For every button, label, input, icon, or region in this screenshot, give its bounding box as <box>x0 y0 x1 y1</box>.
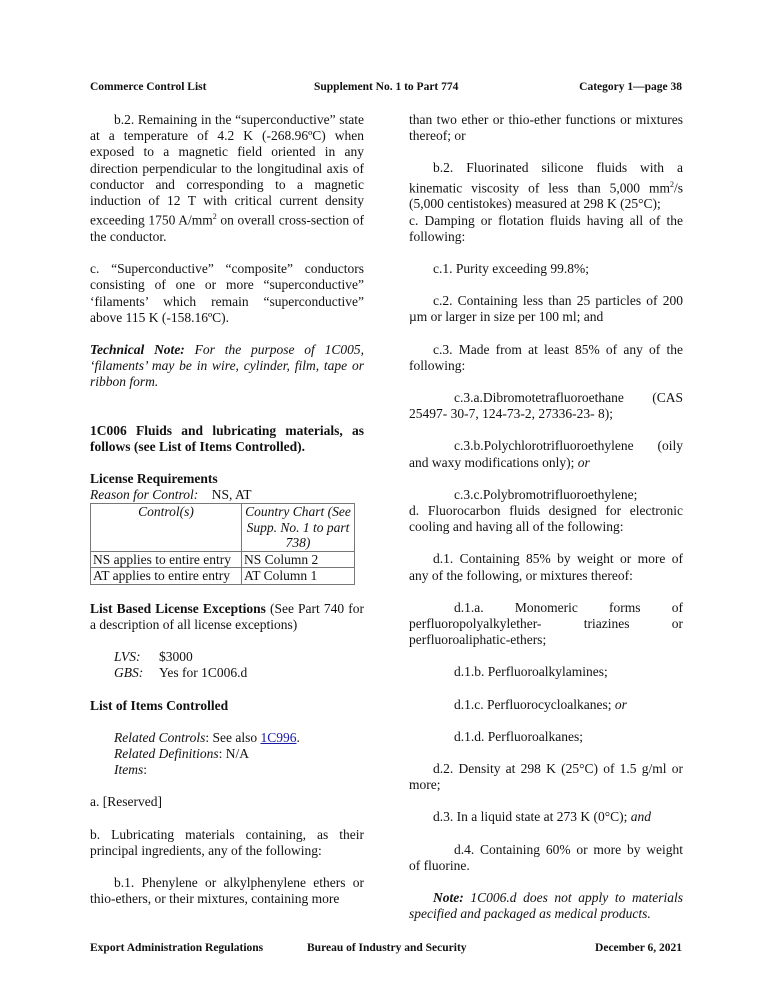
technical-note: Technical Note: For the purpose of 1C005, ‘filaments’ may be in wire, cylinder, film, tape or ribbon form. <box>90 341 364 390</box>
related-definitions: Related Definitions: N/A <box>114 746 249 762</box>
table-header-cell: Control(s) <box>91 504 242 552</box>
item-c: c. Damping or flotation fluids having all of the following: <box>409 212 683 244</box>
page-header <box>90 81 682 93</box>
left-column <box>90 112 364 908</box>
table-cell: NS Column 2 <box>242 551 355 568</box>
page-footer <box>90 942 682 954</box>
paragraph-b2-superconductive: b.2. Remaining in the “superconductive” state at a temperature of 4.2 K (-268.96ºC) when exposed to a magnetic field oriented in any direction perpendicular to the longitudinal axis of conductor and corresponding to a magnetic induction of 12 T with critical current density exceeding 1750 $A/mm^2$ on overall cross-section of the conductor. <box>90 112 364 244</box>
table-header-row <box>91 504 355 552</box>
related-control-link-1c996[interactable]: 1C996 <box>260 729 297 745</box>
item-d1: d.1. Containing 85% by weight or more of any of the following, or mixtures thereof: <box>409 551 683 583</box>
table-cell: AT Column 1 <box>242 568 355 585</box>
item-c3c: c.3.c.Polybromotrifluoroethylene; <box>454 486 638 502</box>
item-d1a: d.1.a. Monomeric forms of perfluoropolyalkylether- triazines or perfluoroaliphatic-ethers; <box>409 599 683 648</box>
item-b2: b.2. Fluorinated silicone fluids with a kinematic viscosity of less than 5,000 $mm^2/s$ (5,000 centistokes) measured at 298 K (25°C); <box>409 160 683 212</box>
footer-right: December 6, 2021 <box>595 942 682 954</box>
list-based-license-exceptions: List Based License Exceptions (See Part 740 for a description of all license exceptions) <box>90 600 364 633</box>
item-d2: d.2. Density at 298 K (25°C) of 1.5 g/ml or more; <box>409 760 683 793</box>
table-row <box>91 551 355 568</box>
table-row <box>91 568 355 585</box>
paragraph-c-composite: c. “Superconductive” “composite” conductors consisting of one or more “superconductive” ‘filaments’ which remain “superconductive” above 115 K (-158.16ºC). <box>90 261 364 325</box>
table-cell: NS applies to entire entry <box>91 551 242 568</box>
header-left: Commerce Control List <box>90 81 207 93</box>
related-info <box>90 730 364 779</box>
item-c3a: c.3.a.Dibromotetrafluoroethane (CAS 25497- 30-7, 124-73-2, 27336-23- 8); <box>409 389 683 422</box>
item-d: d. Fluorocarbon fluids designed for electronic cooling and having all of the following: <box>409 502 683 535</box>
items-label: Items: <box>114 762 148 778</box>
item-d1b: d.1.b. Perfluoroalkylamines; <box>454 664 608 680</box>
license-table <box>90 503 355 585</box>
right-column <box>409 112 683 922</box>
footer-left: Export Administration Regulations <box>90 942 264 954</box>
header-center: Supplement No. 1 to Part 774 <box>314 81 459 93</box>
item-b1-continued: than two ether or thio-ether functions or mixtures thereof; or <box>409 112 683 144</box>
item-d4: d.4. Containing 60% or more by weight of fluorine. <box>409 841 683 873</box>
license-requirements-heading: License Requirements <box>90 470 218 486</box>
item-b: b. Lubricating materials containing, as their principal ingredients, any of the following: <box>90 826 364 858</box>
table-cell: AT applies to entire entry <box>91 568 242 585</box>
entry-heading-1c006: 1C006 Fluids and lubricating materials, as follows (see List of Items Controlled). <box>90 422 364 454</box>
header-right: Category 1—page 38 <box>579 81 682 93</box>
item-d1d: d.1.d. Perfluoroalkanes; <box>454 728 583 744</box>
license-exceptions-list <box>90 649 364 681</box>
item-d3: d.3. In a liquid state at 273 K (0°C); and <box>433 809 651 825</box>
item-d1c: d.1.c. Perfluorocycloalkanes; or <box>454 696 627 712</box>
related-controls: Related Controls: See also 1C996. <box>114 729 300 745</box>
item-c3: c.3. Made from at least 85% of any of the following: <box>409 341 683 373</box>
gbs-row: GBS: Yes for 1C006.d <box>114 665 248 681</box>
reason-for-control: Reason for Control: NS, AT <box>90 487 252 503</box>
note-1c006d: Note: 1C006.d does not apply to materials specified and packaged as medical products. <box>409 890 683 922</box>
item-c2: c.2. Containing less than 25 particles of 200 µm or larger in size per 100 ml; and <box>409 293 683 325</box>
footer-center: Bureau of Industry and Security <box>307 942 467 954</box>
technical-note-label: Technical Note: <box>90 341 185 357</box>
list-of-items-controlled-heading: List of Items Controlled <box>90 697 229 713</box>
item-a: a. [Reserved] <box>90 794 162 810</box>
item-c3b: c.3.b.Polychlorotrifluoroethylene (oily and waxy modifications only); or <box>409 438 683 470</box>
item-b1: b.1. Phenylene or alkylphenylene ethers or thio-ethers, or their mixtures, containing more <box>90 875 364 907</box>
note-label: Note: <box>433 890 464 905</box>
table-header-cell: Country Chart (See Supp. No. 1 to part 738) <box>242 504 355 552</box>
lvs-row: LVS: $3000 <box>114 649 193 665</box>
item-c1: c.1. Purity exceeding 99.8%; <box>433 260 589 276</box>
